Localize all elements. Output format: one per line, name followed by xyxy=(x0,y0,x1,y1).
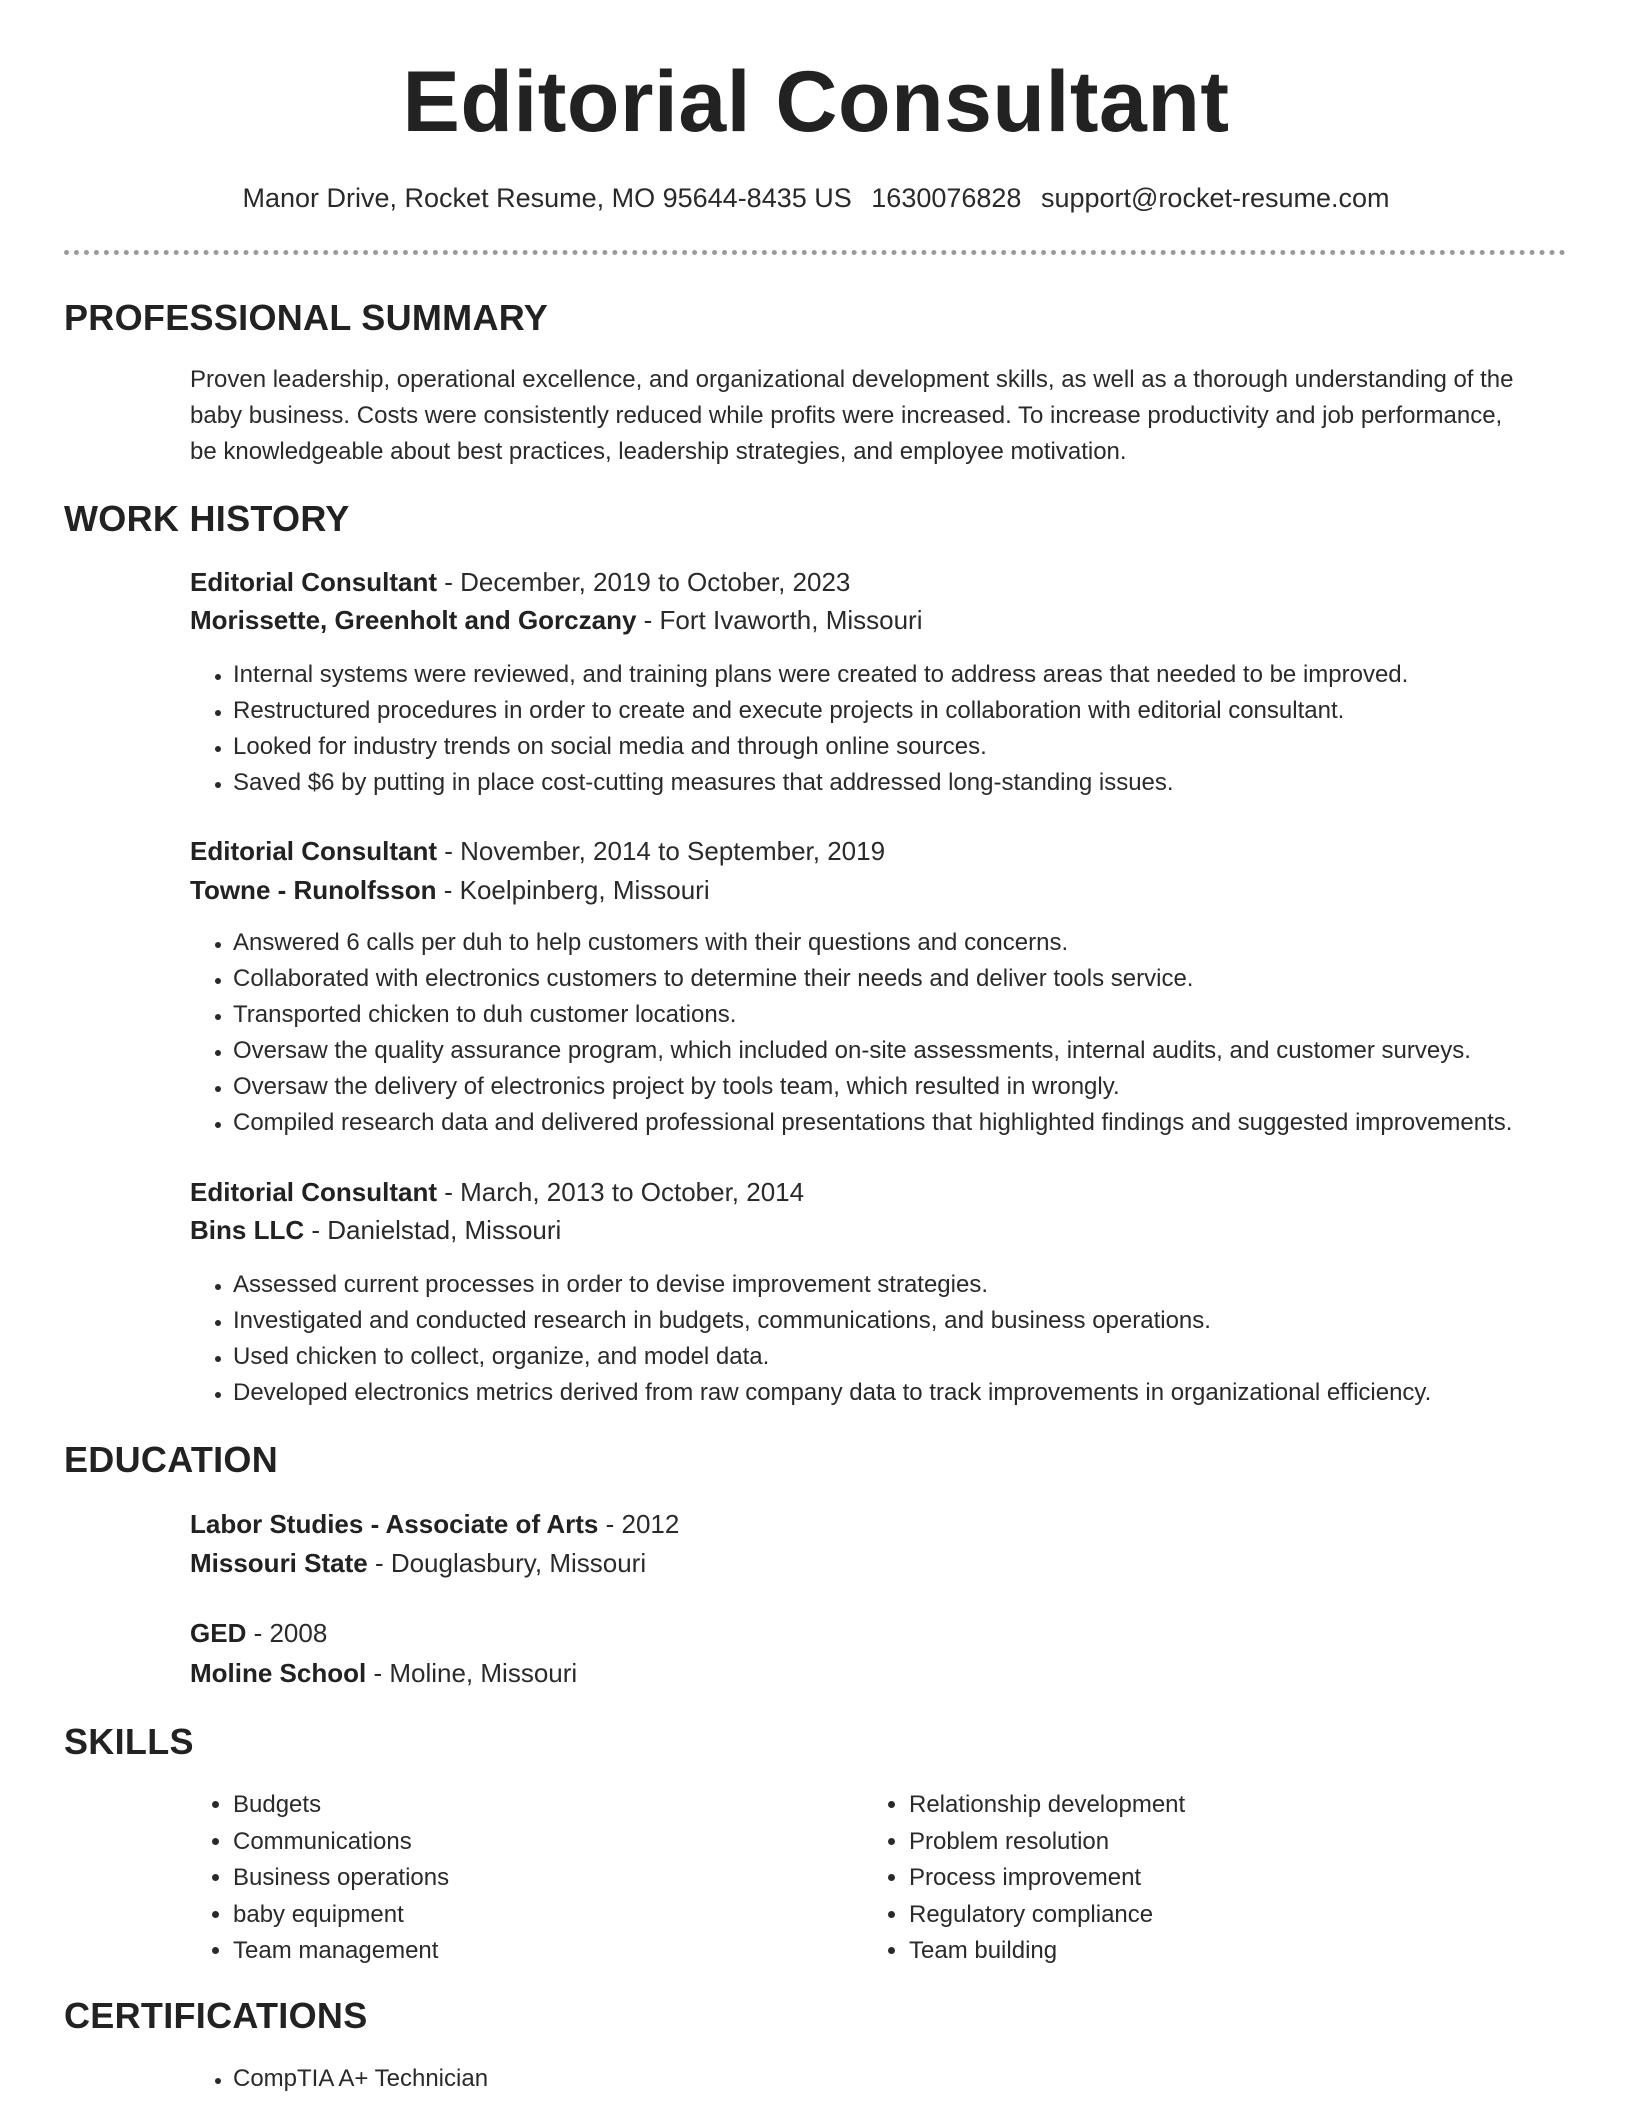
section-title-work-history: WORK HISTORY xyxy=(64,498,350,539)
skills-list-left xyxy=(190,1787,873,1970)
job-location: - Fort Ivaworth, Missouri xyxy=(636,605,923,635)
job-company-line xyxy=(190,602,1566,638)
summary-line: Proven leadership, operational excellence, and organizational development skills, as well as a thorough understanding of the xyxy=(190,366,1514,393)
section-title-education: EDUCATION xyxy=(64,1439,279,1480)
contact-phone: 1630076828 xyxy=(871,183,1022,213)
skill-item: • baby equipment xyxy=(233,1897,873,1934)
list-item: • Compiled research data and delivered professional presentations that highlighted findings and suggested improvements. xyxy=(233,1105,1632,1141)
skill-item: • Problem resolution xyxy=(909,1824,1549,1861)
education-degree-line xyxy=(190,1615,1566,1651)
job-company: Bins LLC xyxy=(190,1215,305,1245)
job-title-line xyxy=(190,1174,1566,1210)
summary-line: be knowledgeable about best practices, leadership strategies, and employee motivation. xyxy=(190,438,1127,465)
job-title-line xyxy=(190,564,1566,600)
job-role: Editorial Consultant xyxy=(190,836,437,866)
skill-item: • Team management xyxy=(233,1933,873,1970)
education-location: - Douglasbury, Missouri xyxy=(367,1548,647,1578)
job-bullets xyxy=(190,925,1632,1141)
job-bullets xyxy=(190,657,1632,801)
education-year: - 2008 xyxy=(246,1618,328,1648)
job-dates: - December, 2019 to October, 2023 xyxy=(437,567,851,597)
list-item: • Internal systems were reviewed, and training plans were created to address areas that needed to be improved. xyxy=(233,657,1632,693)
section-title-summary: PROFESSIONAL SUMMARY xyxy=(64,297,549,338)
education-school: Moline School xyxy=(190,1658,367,1688)
education-degree: GED xyxy=(190,1618,247,1648)
job-role: Editorial Consultant xyxy=(190,567,437,597)
education-location: - Moline, Missouri xyxy=(366,1658,578,1688)
contact-email: support@rocket-resume.com xyxy=(1040,183,1390,213)
job-location: - Danielstad, Missouri xyxy=(304,1215,562,1245)
certifications-list xyxy=(190,2061,1632,2097)
job-dates: - November, 2014 to September, 2019 xyxy=(437,836,886,866)
job-dates: - March, 2013 to October, 2014 xyxy=(437,1177,805,1207)
skill-item: • Business operations xyxy=(233,1860,873,1897)
job-company: Morissette, Greenholt and Gorczany xyxy=(190,605,637,635)
education-school-line xyxy=(190,1545,1566,1581)
education-school: Missouri State xyxy=(190,1548,368,1578)
summary-text xyxy=(190,362,1566,470)
certification-item: • CompTIA A+ Technician xyxy=(233,2061,1632,2097)
job-company: Towne - Runolfsson xyxy=(190,875,437,905)
skill-item: • Regulatory compliance xyxy=(909,1897,1549,1934)
header-divider xyxy=(64,250,1566,255)
list-item: • Collaborated with electronics customers to determine their needs and deliver tools service. xyxy=(233,961,1632,997)
section-title-certifications: CERTIFICATIONS xyxy=(64,1995,368,2036)
skill-item: • Communications xyxy=(233,1824,873,1861)
list-item: • Developed electronics metrics derived from raw company data to track improvements in organizational efficiency. xyxy=(233,1375,1632,1411)
resume-name: Editorial Consultant xyxy=(402,54,1230,150)
job-location: - Koelpinberg, Missouri xyxy=(436,875,710,905)
list-item: • Investigated and conducted research in budgets, communications, and business operations. xyxy=(233,1303,1632,1339)
list-item: • Saved $6 by putting in place cost-cutting measures that addressed long-standing issues. xyxy=(233,765,1632,801)
list-item: • Used chicken to collect, organize, and model data. xyxy=(233,1339,1632,1375)
education-degree-line xyxy=(190,1506,1566,1542)
skill-item: • Team building xyxy=(909,1933,1549,1970)
job-bullets xyxy=(190,1267,1632,1411)
skill-item: • Process improvement xyxy=(909,1860,1549,1897)
education-school-line xyxy=(190,1655,1566,1691)
list-item: • Answered 6 calls per duh to help customers with their questions and concerns. xyxy=(233,925,1632,961)
skill-item: • Relationship development xyxy=(909,1787,1549,1824)
list-item: • Restructured procedures in order to create and execute projects in collaboration with editorial consultant. xyxy=(233,693,1632,729)
job-company-line xyxy=(190,872,1566,908)
skill-item: • Budgets xyxy=(233,1787,873,1824)
education-year: - 2012 xyxy=(598,1509,680,1539)
education-degree: Labor Studies - Associate of Arts xyxy=(190,1509,599,1539)
job-title-line xyxy=(190,833,1566,869)
contact-line xyxy=(0,180,1632,216)
list-item: • Looked for industry trends on social media and through online sources. xyxy=(233,729,1632,765)
list-item: • Oversaw the delivery of electronics project by tools team, which resulted in wrongly. xyxy=(233,1069,1632,1105)
section-title-skills: SKILLS xyxy=(64,1721,194,1762)
list-item: • Oversaw the quality assurance program, which included on-site assessments, internal audits, and customer surveys. xyxy=(233,1033,1632,1069)
contact-address: Manor Drive, Rocket Resume, MO 95644-8435 US xyxy=(242,183,852,213)
job-role: Editorial Consultant xyxy=(190,1177,437,1207)
summary-line: baby business. Costs were consistently reduced while profits were increased. To increase productivity and job performance, xyxy=(190,402,1503,429)
list-item: • Assessed current processes in order to devise improvement strategies. xyxy=(233,1267,1632,1303)
list-item: • Transported chicken to duh customer locations. xyxy=(233,997,1632,1033)
skills-list-right xyxy=(866,1787,1549,1970)
job-company-line xyxy=(190,1212,1566,1248)
